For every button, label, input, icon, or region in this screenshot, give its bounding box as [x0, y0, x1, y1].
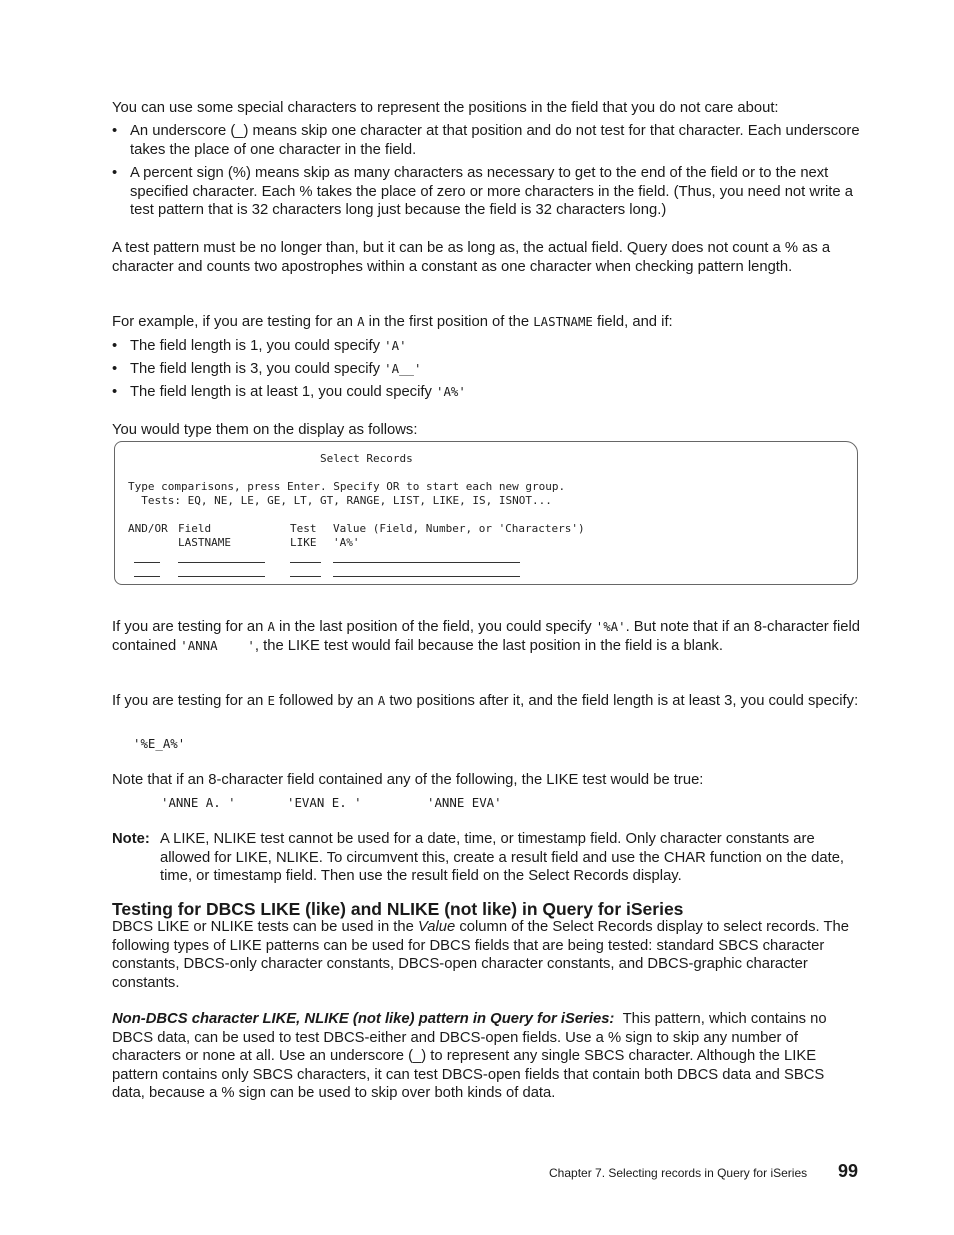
list-item-text: An underscore (_) means skip one character at that position and do not test for that character. Each underscore takes the place of one character in the field.	[130, 123, 860, 158]
non-dbcs-paragraph: Non-DBCS character LIKE, NLIKE (not like) pattern in Query for iSeries: This pattern, which contains no DBCS data, can be used to test DBCS-either and DBCS-open fields. Use a % sign to skip any number of characters or none at all. Use an underscore (_) to represent any single SBCS character. Although the LIKE pattern contains only SBCS characters, it can test DBCS-open fields that contain both DBCS data and SBCS data, because a % sign can be used to skip over both kinds of data.	[112, 1011, 827, 1102]
note-text: A LIKE, NLIKE test cannot be used for a date, time, or timestamp field. Only character constants are allowed for LIKE, NLIKE. To circumvent this, create a result field and use the CHAR function on the date, time, or timestamp field. Then use the result field on the Select Records display.	[160, 831, 845, 885]
row-field: LASTNAME	[178, 536, 231, 549]
field-entry-field[interactable]	[178, 576, 265, 577]
code-example: '%E_A%'	[133, 736, 186, 751]
field-column-header: Field	[178, 522, 212, 535]
select-records-screen	[114, 441, 858, 585]
andor-column-header: AND/OR	[128, 522, 168, 535]
example-value: 'ANNE A. '	[161, 795, 236, 810]
display-intro: You would type them on the display as follows:	[112, 422, 418, 438]
section-heading: Testing for DBCS LIKE (like) and NLIKE (not like) in Query for iSeries	[112, 899, 684, 919]
value-entry-field[interactable]	[333, 562, 520, 563]
andor-entry-field[interactable]	[134, 562, 160, 563]
screen-title: Select Records	[320, 452, 413, 465]
dbcs-paragraph: DBCS LIKE or NLIKE tests can be used in the Value column of the Select Records display to select records. The following types of LIKE patterns can be used for DBCS fields that are being tested: standard SBCS character constants, DBCS-only character constants, DBCS-open character constants, and DBCS-graphic character constants.	[112, 919, 849, 991]
last-position-paragraph: If you are testing for an A in the last position of the field, you could specify '%A'. But note that if an 8-character field contained 'ANNA ', the LIKE test would fail because the last position in the field is a blank.	[112, 619, 860, 654]
page-number: 99	[838, 1161, 859, 1181]
example-paragraph: For example, if you are testing for an A in the first position of the LASTNAME field, and if:	[112, 314, 673, 330]
list-item-text: A percent sign (%) means skip as many characters as necessary to get to the end of the field or to the next specified character. Each % takes the place of zero or more characters in the field. (Thus, you need not write a test pattern that is 32 characters long just because the field is 32 characters long.)	[130, 165, 853, 219]
list-item	[112, 360, 860, 380]
bullet-icon: •	[112, 361, 118, 377]
example-value: 'ANNE EVA'	[427, 795, 502, 810]
bullet-icon: •	[112, 384, 118, 400]
row-value: 'A%'	[333, 536, 360, 549]
length-paragraph: A test pattern must be no longer than, but it can be as long as, the actual field. Query does not count a % as a character and counts two apostrophes within a constant as one character when checking pattern length.	[112, 240, 831, 275]
bullet-icon: •	[112, 338, 118, 354]
list-item-text: The field length is 3, you could specify 'A__'	[130, 361, 422, 377]
value-column-header: Value (Field, Number, or 'Characters')	[333, 522, 585, 535]
list-item	[112, 164, 860, 222]
list-item	[112, 383, 860, 403]
footer-chapter: Chapter 7. Selecting records in Query for iSeries	[549, 1166, 808, 1180]
non-dbcs-subheading: Non-DBCS character LIKE, NLIKE (not like) pattern in Query for iSeries:	[112, 1011, 615, 1027]
list-item-text: The field length is at least 1, you could specify 'A%'	[130, 384, 466, 400]
list-item	[112, 122, 860, 162]
test-entry-field[interactable]	[290, 562, 321, 563]
field-entry-field[interactable]	[178, 562, 265, 563]
bullet-icon: •	[112, 123, 118, 139]
note-label: Note:	[112, 831, 150, 847]
intro-paragraph: You can use some special characters to represent the positions in the field that you do not care about:	[112, 100, 779, 116]
screen-instructions: Type comparisons, press Enter. Specify OR to start each new group.	[128, 480, 566, 493]
example-value: 'EVAN E. '	[287, 795, 362, 810]
screen-tests-list: Tests: EQ, NE, LE, GE, LT, GT, RANGE, LIST, LIKE, IS, ISNOT...	[128, 494, 552, 507]
e-followed-by-a-paragraph: If you are testing for an E followed by an A two positions after it, and the field length is at least 3, you could specify:	[112, 693, 859, 709]
value-entry-field[interactable]	[333, 576, 520, 577]
list-item	[112, 337, 860, 357]
list-item-text: The field length is 1, you could specify 'A'	[130, 338, 407, 354]
eight-character-paragraph: Note that if an 8-character field contained any of the following, the LIKE test would be true:	[112, 772, 704, 788]
row-test: LIKE	[290, 536, 317, 549]
test-entry-field[interactable]	[290, 576, 321, 577]
test-column-header: Test	[290, 522, 317, 535]
andor-entry-field[interactable]	[134, 576, 160, 577]
bullet-icon: •	[112, 165, 118, 181]
